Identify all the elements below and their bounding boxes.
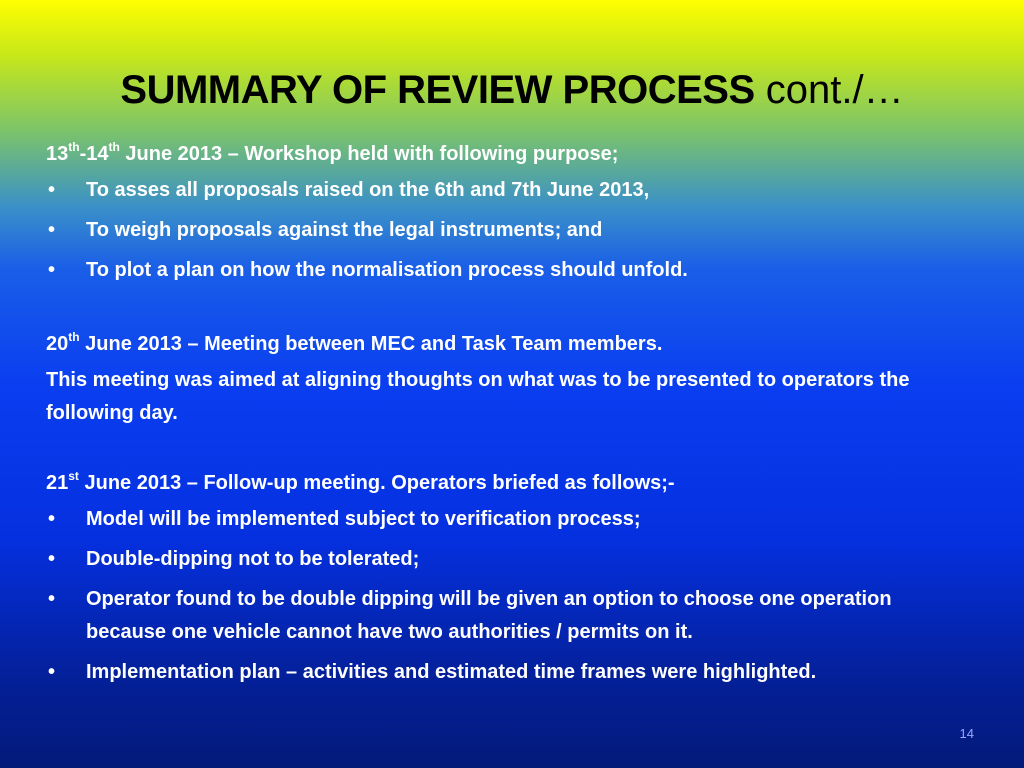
section2-heading-text: June 2013 – Meeting between MEC and Task Team members. — [79, 333, 663, 355]
spacer — [46, 294, 976, 328]
section3-day: 21 — [46, 472, 69, 494]
spacer — [46, 433, 976, 467]
bullet-icon: • — [48, 219, 56, 241]
section1-sup-b: th — [108, 140, 120, 155]
section3-heading-text: June 2013 – Follow-up meeting. Operators briefed as follows;- — [78, 472, 675, 494]
bullet-icon: • — [48, 259, 56, 281]
list-item — [46, 503, 976, 536]
section1-heading — [46, 138, 976, 171]
section1-day-a: 13 — [46, 143, 69, 165]
list-item — [46, 254, 976, 287]
list-item-text: Model will be implemented subject to verification process; — [86, 508, 641, 530]
list-item — [46, 656, 976, 689]
bullet-icon: • — [48, 588, 56, 610]
section2-body: This meeting was aimed at aligning thoughts on what was to be presented to operators the following day. — [46, 369, 910, 424]
list-item-text: Implementation plan – activities and estimated time frames were highlighted. — [86, 661, 817, 683]
list-item — [46, 214, 976, 247]
section2-day: 20 — [46, 333, 69, 355]
bullet-icon: • — [48, 508, 56, 530]
slide-title-main: SUMMARY OF REVIEW PROCESS — [120, 68, 755, 112]
list-item-text: Operator found to be double dipping will be given an option to choose one operation because one vehicle cannot have two authorities / permits on it. — [86, 588, 892, 643]
list-item — [46, 543, 976, 576]
slide-body — [46, 138, 976, 696]
section1-sup-a: th — [68, 140, 80, 155]
section1-heading-text: June 2013 – Workshop held with following purpose; — [119, 143, 619, 165]
list-item-text: Double-dipping not to be tolerated; — [86, 548, 420, 570]
section2-heading — [46, 328, 976, 361]
section3-bullet-list — [46, 503, 976, 689]
section3-heading — [46, 467, 976, 500]
slide-title — [0, 62, 1024, 118]
bullet-icon: • — [48, 548, 56, 570]
list-item-text: To weigh proposals against the legal instruments; and — [86, 219, 603, 241]
page-number: 14 — [959, 726, 974, 741]
section1-day-b: 14 — [86, 143, 109, 165]
list-item — [46, 174, 976, 207]
bullet-icon: • — [48, 661, 56, 683]
list-item-text: To asses all proposals raised on the 6th and 7th June 2013, — [86, 179, 650, 201]
list-item — [46, 583, 976, 649]
section1-dash: - — [79, 143, 87, 165]
section2-sup: th — [68, 330, 80, 345]
section3-sup: st — [68, 469, 79, 484]
section1-bullet-list — [46, 174, 976, 287]
bullet-icon: • — [48, 179, 56, 201]
list-item-text: To plot a plan on how the normalisation process should unfold. — [86, 259, 688, 281]
slide-title-cont: cont./… — [765, 68, 904, 112]
